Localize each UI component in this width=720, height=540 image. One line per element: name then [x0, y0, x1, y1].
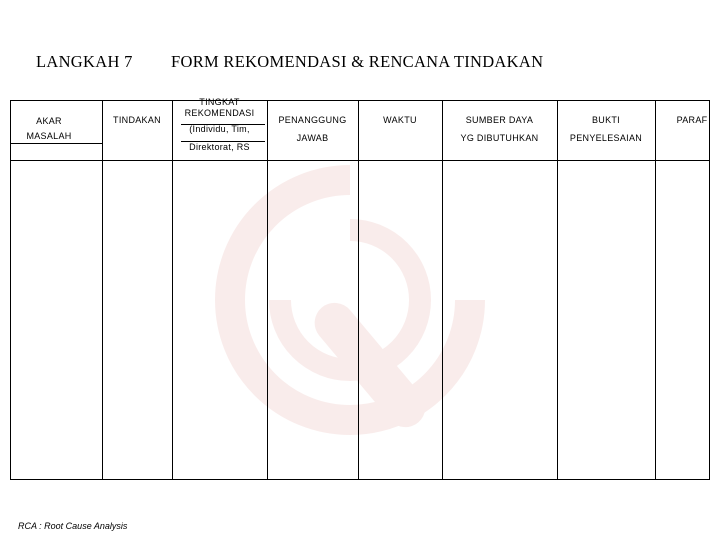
- table-frame: [10, 100, 710, 480]
- header-tingkat-rekomendasi: TINGKAT REKOMENDASI (Individu, Tim, Direktorat, RS: [184, 97, 255, 152]
- tingkat-separator: [181, 124, 265, 125]
- header-waktu: WAKTU: [383, 115, 417, 125]
- form-title: FORM REKOMENDASI & RENCANA TINDAKAN: [171, 52, 544, 71]
- column-divider: [442, 100, 443, 480]
- header-paraf: PARAF: [676, 115, 708, 125]
- header-akar-masalah: AKAR MASALAH: [26, 116, 72, 141]
- column-divider: [557, 100, 558, 480]
- column-divider: [655, 100, 656, 480]
- column-divider: [102, 100, 103, 480]
- column-divider: [172, 100, 173, 480]
- footnote: RCA : Root Cause Analysis: [18, 521, 128, 531]
- header-sumber-daya: SUMBER DAYA YG DIBUTUHKAN: [460, 115, 539, 143]
- recommendation-table: [10, 97, 710, 480]
- column-divider: [267, 100, 268, 480]
- header-penanggung-jawab: PENANGGUNG JAWAB: [278, 115, 347, 143]
- header-bukti-penyelesaian: BUKTI PENYELESAIAN: [569, 115, 643, 143]
- header-row-divider: [10, 160, 710, 161]
- header-tindakan: TINDAKAN: [113, 115, 161, 125]
- column-divider: [358, 100, 359, 480]
- step-title: LANGKAH 7: [36, 52, 133, 71]
- tingkat-separator: [181, 141, 265, 142]
